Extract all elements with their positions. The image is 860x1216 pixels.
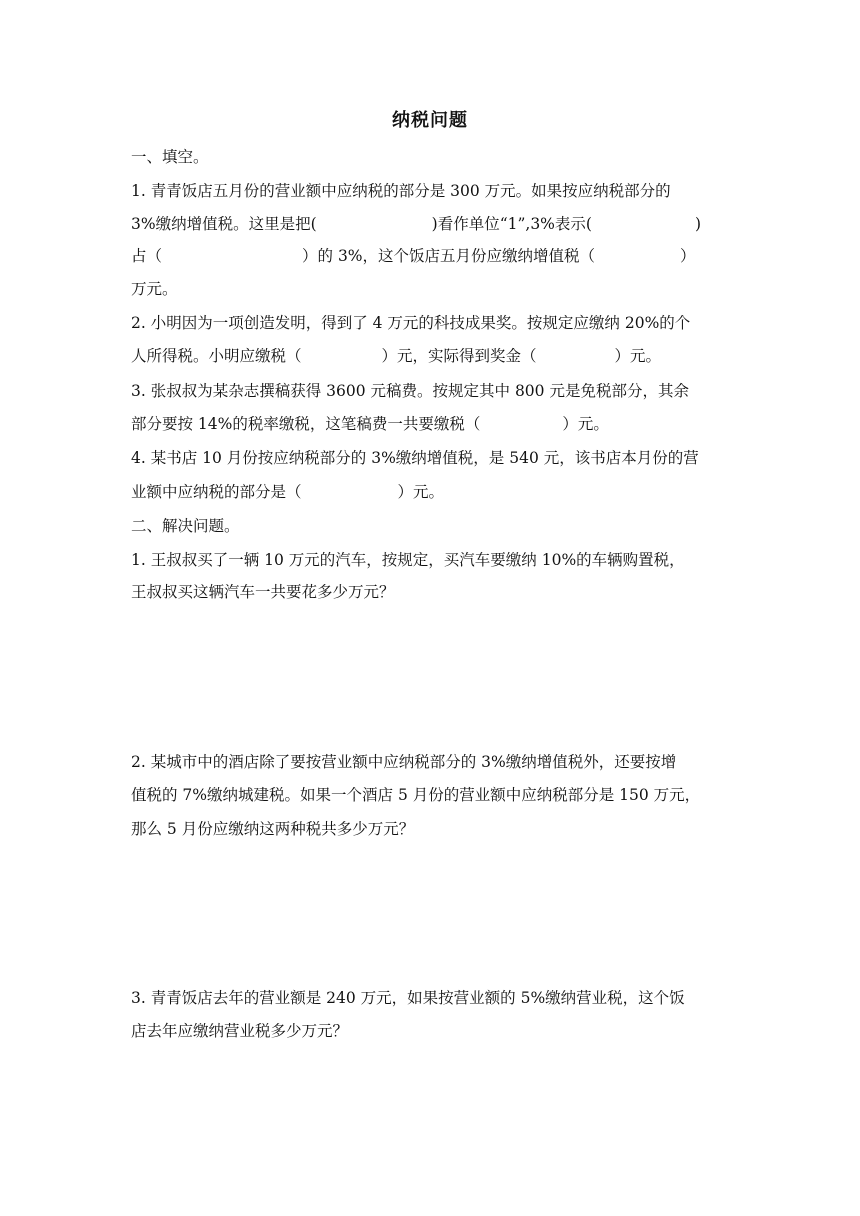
q1-line-3 (131, 245, 696, 267)
p3-line-1: 3. 青青饭店去年的营业额是 240 万元，如果按营业额的 5%缴纳营业税，这个饭 (131, 989, 685, 1007)
q2-line-2 (131, 345, 661, 367)
q4-line-2-text-a: 业额中应纳税的部分是（ (131, 483, 302, 501)
page-title: 纳税问题 (392, 110, 468, 131)
p1-answer-space[interactable] (131, 620, 731, 740)
q2-line-2-text-b: ）元，实际得到奖金（ (381, 347, 537, 365)
q1-line-3-text-b: ）的 3%，这个饭店五月份应缴纳增值税（ (302, 247, 596, 265)
section-heading-solve: 二、解决问题。 (131, 517, 240, 535)
q2-line-2-text-c: ）元。 (614, 347, 662, 365)
q2-line-2-text-a: 人所得税。小明应缴税（ (131, 347, 302, 365)
q1-line-3-text-a: 占（ (131, 247, 163, 265)
q3-line-2 (131, 413, 609, 435)
q4-line-1: 4. 某书店 10 月份按应纳税部分的 3%缴纳增值税，是 540 元，该书店本月份的营 (131, 449, 699, 467)
q1-line-2-text-a: 3%缴纳增值税。这里是把( (131, 215, 317, 233)
q1-line-1: 1. 青青饭店五月份的营业额中应纳税的部分是 300 万元。如果按应纳税部分的 (131, 182, 671, 200)
q3-line-1: 3. 张叔叔为某杂志撰稿获得 3600 元稿费。按规定其中 800 元是免税部分，其余 (131, 382, 689, 400)
q1-line-4: 万元。 (131, 280, 178, 298)
q1-line-2-text-b: )看作单位“1”,3%表示( (431, 215, 592, 233)
q4-line-2 (131, 481, 444, 503)
p2-line-1: 2. 某城市中的酒店除了要按营业额中应纳税部分的 3%缴纳增值税外，还要按增 (131, 753, 677, 771)
q3-line-2-text-a: 部分要按 14%的税率缴税，这笔稿费一共要缴税（ (131, 415, 481, 433)
p2-line-3: 那么 5 月份应缴纳这两种税共多少万元？ (131, 820, 415, 838)
p1-line-2: 王叔叔买这辆汽车一共要花多少万元？ (131, 583, 395, 601)
q3-line-2-text-b: ）元。 (562, 415, 609, 433)
p3-answer-space[interactable] (131, 1060, 731, 1180)
q2-line-1: 2. 小明因为一项创造发明，得到了 4 万元的科技成果奖。按规定应缴纳 20%的个 (131, 314, 691, 332)
p3-line-2: 店去年应缴纳营业税多少万元？ (131, 1022, 349, 1040)
section-heading-fill-blank: 一、填空。 (131, 148, 209, 166)
q1-line-2 (131, 213, 701, 235)
p2-answer-space[interactable] (131, 858, 731, 978)
q1-line-2-text-c: ) (694, 215, 702, 233)
p1-line-1: 1. 王叔叔买了一辆 10 万元的汽车，按规定，买汽车要缴纳 10%的车辆购置税， (131, 551, 685, 569)
q1-line-3-text-c: ） (680, 247, 696, 265)
q4-line-2-text-b: ）元。 (397, 483, 445, 501)
p2-line-2: 值税的 7%缴纳城建税。如果一个酒店 5 月份的营业额中应纳税部分是 150 万元， (131, 786, 701, 804)
